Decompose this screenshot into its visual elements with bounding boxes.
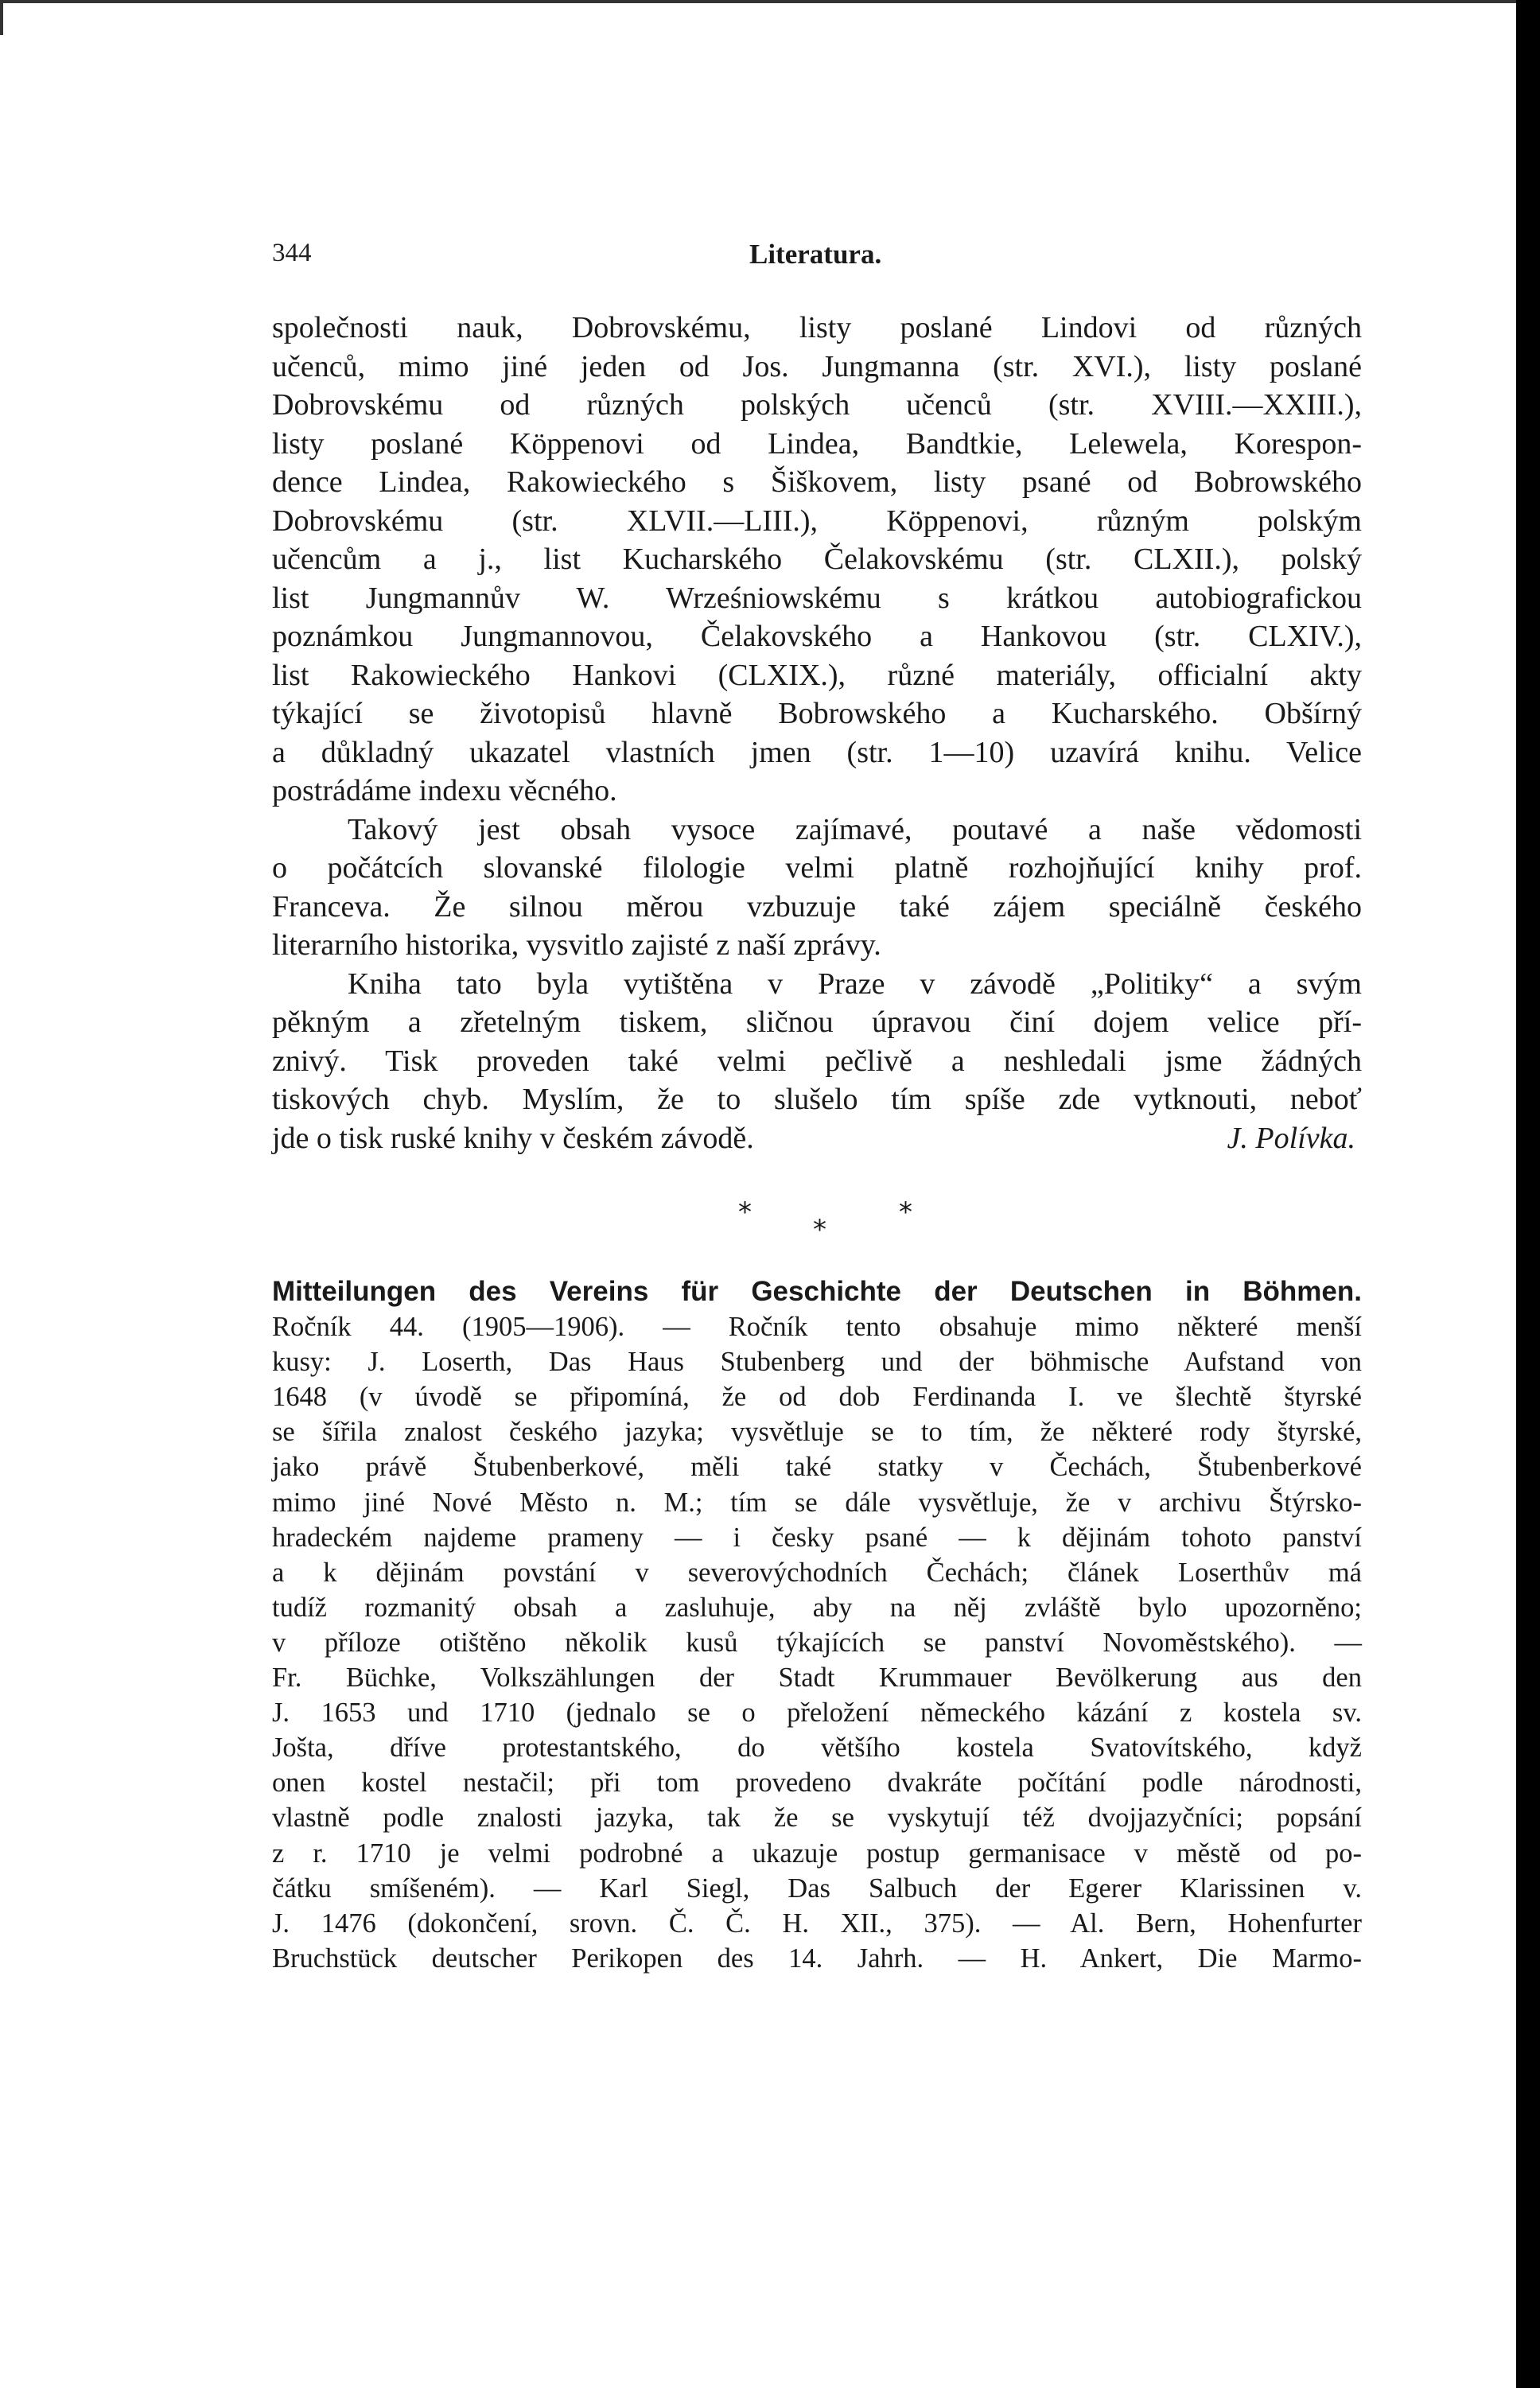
text-line: Ročník 44. (1905—1906). — Ročník tento obsahuje mimo některé menší: [272, 1312, 1362, 1343]
text-line: hradeckém najdeme prameny — i česky psané — k dějinám tohoto panství: [272, 1522, 1362, 1553]
text-line: jde o tisk ruské knihy v českém závodě.: [272, 1121, 754, 1155]
text-line: o počátcích slovanské filologie velmi platně rozhojňující knihy prof.: [272, 851, 1362, 885]
separator-star: *: [738, 1196, 752, 1228]
section-separator: [272, 1196, 1362, 1252]
text-line: Jošta, dříve protestantského, do většího kostela Svatovítského, když: [272, 1733, 1362, 1764]
separator-star: *: [813, 1214, 826, 1246]
text-line: list Jungmannův W. Wrześniowskému s krátkou autobiografickou: [272, 581, 1362, 615]
author-signature: J. Polívka.: [1227, 1121, 1355, 1155]
text-line: poznámkou Jungmannovou, Čelakovského a Hankovou (str. CLXIV.),: [272, 620, 1362, 653]
text-line: Takový jest obsah vysoce zajímavé, poutavé a naše vědomosti: [348, 812, 1362, 846]
separator-star: *: [899, 1196, 912, 1228]
text-line: týkající se životopisů hlavně Bobrowského a Kucharského. Obšírný: [272, 697, 1362, 730]
text-line: vlastně podle znalosti jazyka, tak že se vyskytují též dvojjazyčníci; popsání: [272, 1803, 1362, 1834]
text-line: list Rakowieckého Hankovi (CLXIX.), různé materiály, officialní akty: [272, 658, 1362, 692]
text-line: v příloze otištěno několik kusů týkajících se panství Novoměstského). —: [272, 1627, 1362, 1658]
text-line: listy poslané Köppenovi od Lindea, Bandtkie, Lelewela, Korespon-: [272, 426, 1362, 461]
text-line: z r. 1710 je velmi podrobné a ukazuje postup germanisace v městě od po-: [272, 1838, 1362, 1869]
text-line: učencům a j., list Kucharského Čelakovskému (str. CLXII.), polský: [272, 543, 1362, 576]
text-line: Bruchstück deutscher Perikopen des 14. Jahrh. — H. Ankert, Die Marmo-: [272, 1943, 1362, 1974]
notice-title: Mitteilungen des Vereins für Geschichte der Deutschen in Böhmen.: [272, 1276, 1362, 1307]
page-edge: [0, 3, 3, 35]
text-line: učenců, mimo jiné jeden od Jos. Jungmanna (str. XVI.), listy poslané: [272, 349, 1362, 383]
text-line: mimo jiné Nové Město n. M.; tím se dále vysvětluje, že v archivu Štýrsko-: [272, 1487, 1362, 1518]
text-line: Fr. Büchke, Volkszählungen der Stadt Krummauer Bevölkerung aus den: [272, 1663, 1362, 1694]
text-line: a důkladný ukazatel vlastních jmen (str. 1—10) uzavírá knihu. Velice: [272, 735, 1362, 769]
text-line: Franceva. Že silnou měrou vzbuzuje také zájem speciálně českého: [272, 889, 1362, 924]
review-text: [272, 309, 1362, 1157]
signature-line: [272, 1119, 1362, 1158]
text-line: literarního historika, vysvitlo zajisté z naší zprávy.: [272, 928, 881, 962]
text-line: J. 1653 und 1710 (jednalo se o přeložení německého kázání z kostela sv.: [272, 1698, 1362, 1729]
notice-text: [272, 1274, 1362, 1976]
running-head: Literatura.: [749, 239, 882, 270]
text-line: J. 1476 (dokončení, srovn. Č. Č. H. XII., 375). — Al. Bern, Hohenfurter: [272, 1908, 1362, 1939]
text-line: společnosti nauk, Dobrovskému, listy poslané Lindovi od různých: [272, 311, 1362, 344]
text-line: znivý. Tisk proveden také velmi pečlivě a neshledali jsme žádných: [272, 1044, 1362, 1078]
page-number: 344: [272, 239, 312, 267]
text-line: tudíž rozmanitý obsah a zasluhuje, aby na něj zvláště bylo upozorněno;: [272, 1592, 1362, 1623]
text-line: se šířila znalost českého jazyka; vysvětluje se to tím, že některé rody štyrské,: [272, 1417, 1362, 1448]
text-line: pěkným a zřetelným tiskem, sličnou úpravou činí dojem velice pří-: [272, 1005, 1362, 1039]
text-line: 1648 (v úvodě se připomíná, že od dob Ferdinanda I. ve šlechtě štyrské: [272, 1382, 1362, 1413]
text-line: Dobrovskému (str. XLVII.—LIII.), Köppenovi, různým polským: [272, 504, 1362, 538]
text-line: postrádáme indexu věcného.: [272, 774, 617, 807]
text-line: jako právě Štubenberkové, měli také statky v Čechách, Štubenberkové: [272, 1452, 1362, 1483]
page-header: [272, 239, 1362, 274]
text-line: Dobrovskému od různých polských učenců (str. XVIII.—XXIII.),: [272, 388, 1362, 422]
text-line: dence Lindea, Rakowieckého s Šiškovem, listy psané od Bobrowského: [272, 465, 1362, 499]
text-line: tiskových chyb. Myslím, že to slušelo tím spíše zde vytknouti, neboť: [272, 1083, 1362, 1116]
text-line: čátku smíšeném). — Karl Siegl, Das Salbuch der Egerer Klarissinen v.: [272, 1873, 1362, 1904]
text-line: kusy: J. Loserth, Das Haus Stubenberg und der böhmische Aufstand von: [272, 1347, 1362, 1378]
text-line: Kniha tato byla vytištěna v Praze v závodě „Politiky“ a svým: [348, 966, 1362, 1001]
text-line: a k dějinám povstání v severovýchodních Čechách; článek Loserthův má: [272, 1557, 1362, 1588]
text-line: onen kostel nestačil; při tom provedeno dvakráte počítání podle národnosti,: [272, 1768, 1362, 1799]
